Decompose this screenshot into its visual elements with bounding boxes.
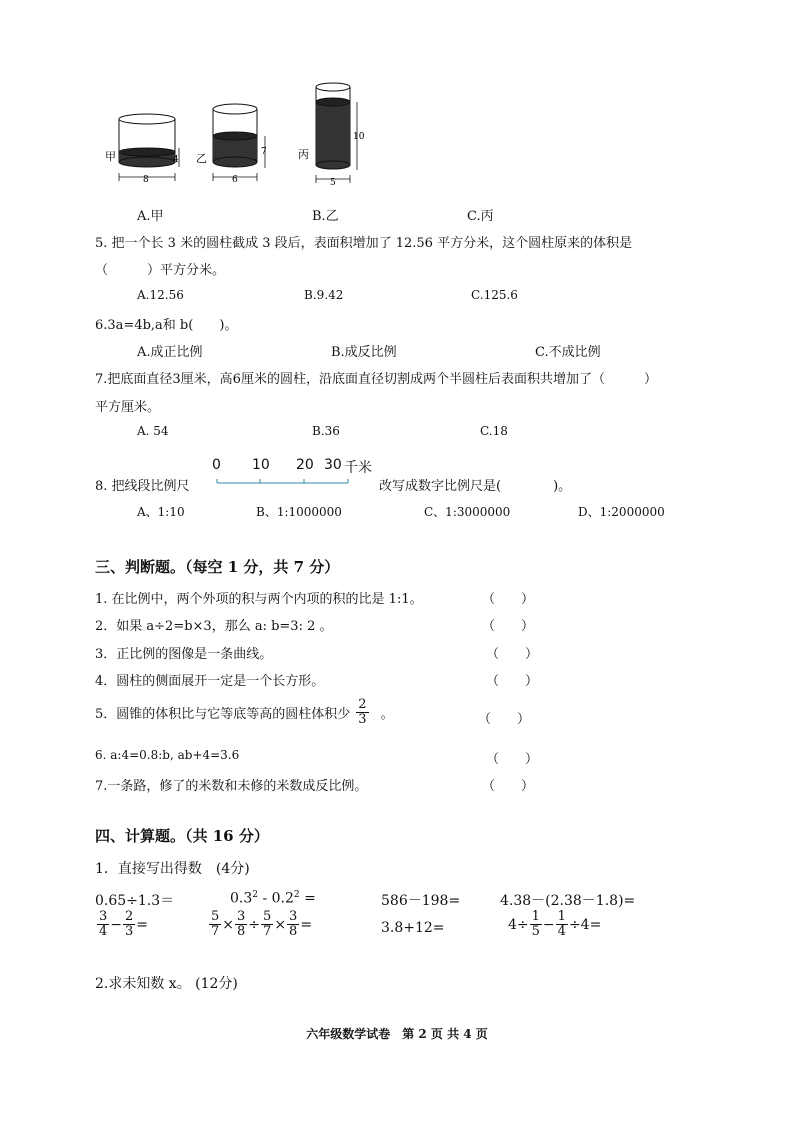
frac-num: 3 xyxy=(289,909,298,924)
calc-6 xyxy=(208,910,312,939)
cylinder-bing-width: 5 xyxy=(330,178,336,188)
calc-6-op1: × xyxy=(222,916,235,933)
scale-label-10: 10 xyxy=(252,457,270,473)
calc-6-frac-2 xyxy=(235,910,247,939)
frac-den: 8 xyxy=(289,924,298,939)
cylinder-figures xyxy=(95,82,375,192)
judge-item-3: 3．正比例的图像是一条曲线。 xyxy=(95,647,273,662)
judge-item-4: 4．圆柱的侧面展开一定是一个长方形。 xyxy=(95,674,325,689)
cylinder-yi-width: 6 xyxy=(232,175,238,185)
q8-option-b[interactable]: B、1:1000000 xyxy=(256,505,342,519)
calc-6-frac-3 xyxy=(261,910,273,939)
judge-item-5-after: 。 xyxy=(380,707,394,722)
judge-paren-3[interactable]: （ ） xyxy=(486,647,539,662)
frac-den: 4 xyxy=(99,924,108,939)
cylinder-yi-height: 7 xyxy=(261,147,267,157)
calc-8-post: ÷4= xyxy=(568,916,602,933)
judge-paren-2[interactable]: （ ） xyxy=(482,619,535,634)
q7-option-c[interactable]: C.18 xyxy=(480,424,508,438)
calc-5-eq: = xyxy=(136,916,149,933)
frac-num: 3 xyxy=(99,909,108,924)
q4-option-b[interactable]: B.乙 xyxy=(312,209,339,224)
cylinder-jia-label: 甲 xyxy=(105,150,116,163)
frac-num: 5 xyxy=(211,909,220,924)
fraction-numerator: 2 xyxy=(358,697,367,712)
calc-6-frac-4 xyxy=(287,910,299,939)
q7-text-line1: 7.把底面直径3厘米，高6厘米的圆柱，沿底面直径切割成两个半圆柱后表面积共增加了（ ） xyxy=(95,372,657,387)
fraction-denominator: 3 xyxy=(358,712,367,727)
judge-paren-7[interactable]: （ ） xyxy=(482,779,535,794)
calc-8-frac-2 xyxy=(556,910,568,939)
calc-6-op2: ÷ xyxy=(248,916,261,933)
frac-den: 7 xyxy=(263,924,272,939)
q5-text-line2: （ ）平方分米。 xyxy=(95,263,226,278)
judge-item-5 xyxy=(95,698,394,727)
line-scale xyxy=(212,457,382,487)
calc-8-frac-1 xyxy=(530,910,542,939)
section4-title: 四、计算题。（共 16 分） xyxy=(95,827,269,845)
judge-item-2: 2．如果 a÷2=b×3，那么 a: b=3: 2 。 xyxy=(95,619,333,634)
page-footer: 六年级数学试卷 第 2 页 共 4 页 xyxy=(306,1027,488,1041)
judge-paren-4[interactable]: （ ） xyxy=(486,674,539,689)
q5-text-line1: 5. 把一个长 3 米的圆柱截成 3 段后，表面积增加了 12.56 平方分米，这个圆柱原来的体积是 xyxy=(95,236,633,251)
q8-suffix: 改写成数字比例尺是( )。 xyxy=(379,479,572,494)
q7-option-a[interactable]: A. 54 xyxy=(137,424,169,438)
q7-option-b[interactable]: B.36 xyxy=(312,424,340,438)
calc-8-pre: 4÷ xyxy=(508,916,529,933)
judge-item-5-text: 5．圆锥的体积比与它等底等高的圆柱体积少 xyxy=(95,707,351,722)
calc-7: 3.8+12= xyxy=(381,920,445,936)
calc-6-frac-1 xyxy=(209,910,221,939)
judge-paren-6[interactable]: （ ） xyxy=(486,752,539,767)
cylinder-bing-label: 丙 xyxy=(298,148,309,161)
scale-line xyxy=(212,475,352,487)
q6-text: 6.3a=4b,a和 b( )。 xyxy=(95,318,238,333)
q5-option-c[interactable]: C.125.6 xyxy=(471,288,518,302)
frac-num: 3 xyxy=(237,909,246,924)
calc-3: 586－198= xyxy=(381,893,461,909)
calc-2-eq: = xyxy=(299,890,316,907)
q8-option-a[interactable]: A、1:10 xyxy=(137,505,185,519)
calc-2-exp-2: 2 xyxy=(293,890,300,900)
scale-label-0: 0 xyxy=(212,457,221,473)
calc-sub1-title: 1．直接写出得数 (4分) xyxy=(95,861,250,877)
q8-option-c[interactable]: C、1:3000000 xyxy=(424,505,511,519)
cylinder-bing-height: 10 xyxy=(353,132,365,142)
calc-1: 0.65÷1.3＝ xyxy=(95,893,175,909)
cylinder-jia xyxy=(105,114,179,185)
cylinder-jia-width: 8 xyxy=(143,175,149,185)
q5-option-b[interactable]: B.9.42 xyxy=(304,288,344,302)
cylinder-yi-label: 乙 xyxy=(196,152,207,165)
calc-sub2-title: 2.求未知数 x。 (12分) xyxy=(95,976,238,992)
q6-option-a[interactable]: A.成正比例 xyxy=(137,345,203,360)
calc-5 xyxy=(96,910,148,939)
scale-label-20: 20 xyxy=(296,457,314,473)
q4-option-c[interactable]: C.丙 xyxy=(467,209,494,224)
calc-2-a: 0.3 xyxy=(230,890,253,907)
frac-den: 5 xyxy=(531,924,540,939)
calc-6-eq: = xyxy=(300,916,313,933)
frac-num: 5 xyxy=(263,909,272,924)
q6-option-b[interactable]: B.成反比例 xyxy=(331,345,397,360)
calc-8-op: − xyxy=(542,916,555,933)
q6-option-c[interactable]: C.不成比例 xyxy=(535,345,601,360)
scale-unit: 千米 xyxy=(344,460,372,476)
q7-text-line2: 平方厘米。 xyxy=(95,400,161,415)
calc-2-b: - 0.2 xyxy=(258,890,294,907)
frac-num: 2 xyxy=(125,909,134,924)
calc-5-frac-b xyxy=(123,910,135,939)
frac-den: 8 xyxy=(237,924,246,939)
calc-2 xyxy=(230,890,316,907)
calc-4: 4.38－(2.38－1.8)= xyxy=(500,893,636,909)
frac-num: 1 xyxy=(557,909,566,924)
q8-option-d[interactable]: D、1:2000000 xyxy=(578,505,665,519)
judge-paren-5[interactable]: （ ） xyxy=(478,712,531,727)
judge-item-5-fraction xyxy=(356,698,368,727)
judge-paren-1[interactable]: （ ） xyxy=(482,592,535,607)
calc-6-op3: × xyxy=(274,916,287,933)
q4-option-a[interactable]: A.甲 xyxy=(137,209,164,224)
section3-title: 三、判断题。（每空 1 分，共 7 分） xyxy=(95,558,340,576)
calc-5-frac-a xyxy=(97,910,109,939)
frac-den: 4 xyxy=(557,924,566,939)
judge-item-6: 6. a:4=0.8:b, ab+4=3.6 xyxy=(95,748,240,762)
judge-item-1: 1. 在比例中，两个外项的积与两个内项的积的比是 1:1。 xyxy=(95,592,423,607)
frac-den: 7 xyxy=(211,924,220,939)
calc-2-exp-1: 2 xyxy=(252,890,258,900)
cylinder-bing xyxy=(298,83,365,188)
scale-label-30: 30 xyxy=(324,457,342,473)
frac-den: 3 xyxy=(125,924,134,939)
frac-num: 1 xyxy=(531,909,540,924)
q8-prefix: 8. 把线段比例尺 xyxy=(95,479,190,494)
cylinder-yi xyxy=(196,104,267,185)
q5-option-a[interactable]: A.12.56 xyxy=(137,288,184,302)
cylinder-jia-height: 4 xyxy=(173,155,179,165)
calc-5-op: − xyxy=(110,916,123,933)
calc-8 xyxy=(508,910,601,939)
judge-item-7: 7.一条路，修了的米数和未修的米数成反比例。 xyxy=(95,779,368,794)
